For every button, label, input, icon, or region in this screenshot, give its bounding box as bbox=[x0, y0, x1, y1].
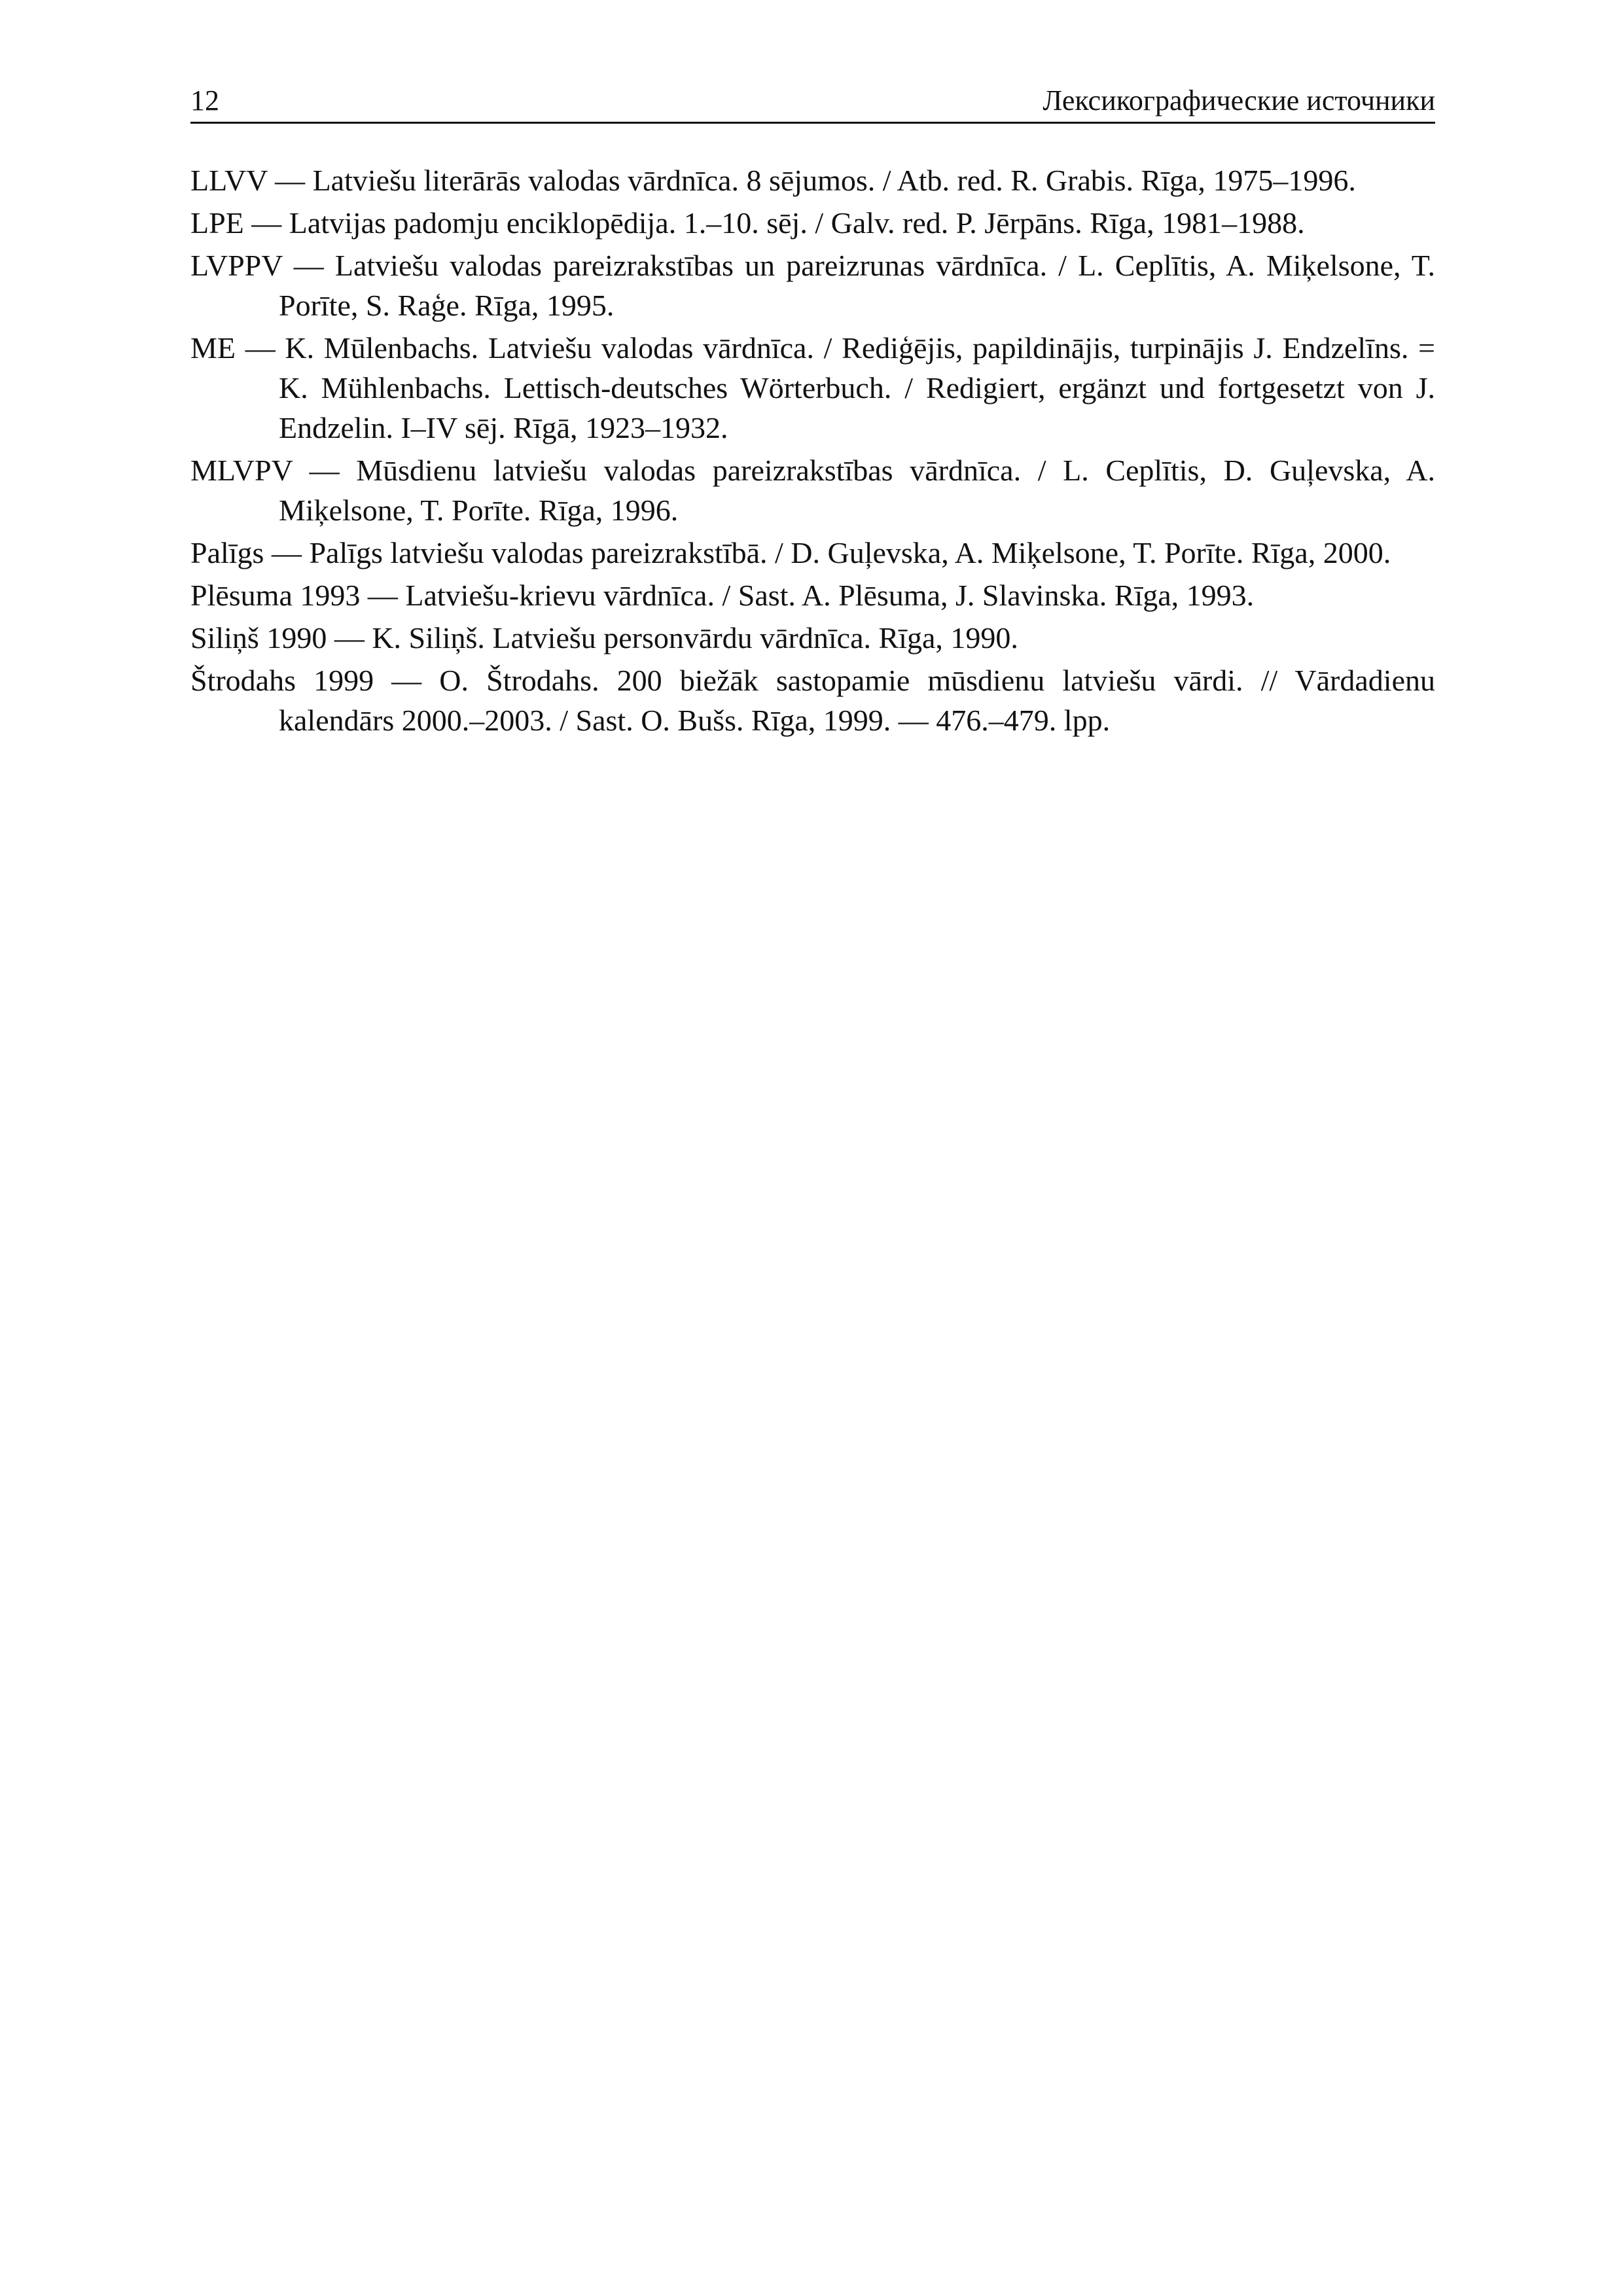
bibliography-entry-llvv: LLVV — Latviešu literārās valodas vārdnīca. 8 sējumos. / Atb. red. R. Grabis. Rīga, 1975–1996. bbox=[190, 164, 1356, 197]
bibliography-entry-plesuma-1993: Plēsuma 1993 — Latviešu-krievu vārdnīca. / Sast. A. Plēsuma, J. Slavinska. Rīga, 1993. bbox=[190, 579, 1255, 612]
bibliography-entry-lpe: LPE — Latvijas padomju enciklopēdija. 1.–10. sēj. / Galv. red. P. Jērpāns. Rīga, 1981–1988. bbox=[190, 206, 1305, 240]
bibliography-entry-lvppv: LVPPV — Latviešu valodas pareizrakstības un pareizrunas vārdnīca. / L. Ceplītis, A. Miķelsone, T. Porīte, S. Raģe. Rīga, 1995. bbox=[190, 249, 1435, 322]
bibliography-entry-mlvpv: MLVPV — Mūsdienu latviešu valodas pareizrakstības vārdnīca. / L. Ceplītis, D. Guļevska, A. Miķelsone, T. Porīte. Rīga, 1996. bbox=[190, 454, 1435, 527]
document-page bbox=[190, 84, 1435, 743]
bibliography-entry-silins-1990: Siliņš 1990 — K. Siliņš. Latviešu personvārdu vārdnīca. Rīga, 1990. bbox=[190, 621, 1018, 655]
bibliography-entry-me: ME — K. Mūlenbachs. Latviešu valodas vārdnīca. / Rediģējis, papildinājis, turpinājis J. Endzelīns. = K. Mühlenbachs. Lettisch-deutsches Wörterbuch. / Redigiert, ergänzt und fortgesetzt von J. Endzelin. I–IV sēj. Rīgā, 1923–1932. bbox=[190, 331, 1435, 444]
bibliography-list bbox=[190, 160, 1435, 740]
bibliography-entry-strodahs-1999: Štrodahs 1999 — O. Štrodahs. 200 biežāk sastopamie mūsdienu latviešu vārdi. // Vārdadienu kalendārs 2000.–2003. / Sast. O. Bušs. Rīga, 1999. — 476.–479. lpp. bbox=[190, 664, 1435, 737]
running-title: Лексикографические источники bbox=[1043, 84, 1435, 117]
page-number: 12 bbox=[190, 84, 219, 117]
running-header bbox=[190, 84, 1435, 124]
bibliography-entry-paligs: Palīgs — Palīgs latviešu valodas pareizrakstībā. / D. Guļevska, A. Miķelsone, T. Porīte. Rīga, 2000. bbox=[190, 536, 1391, 569]
